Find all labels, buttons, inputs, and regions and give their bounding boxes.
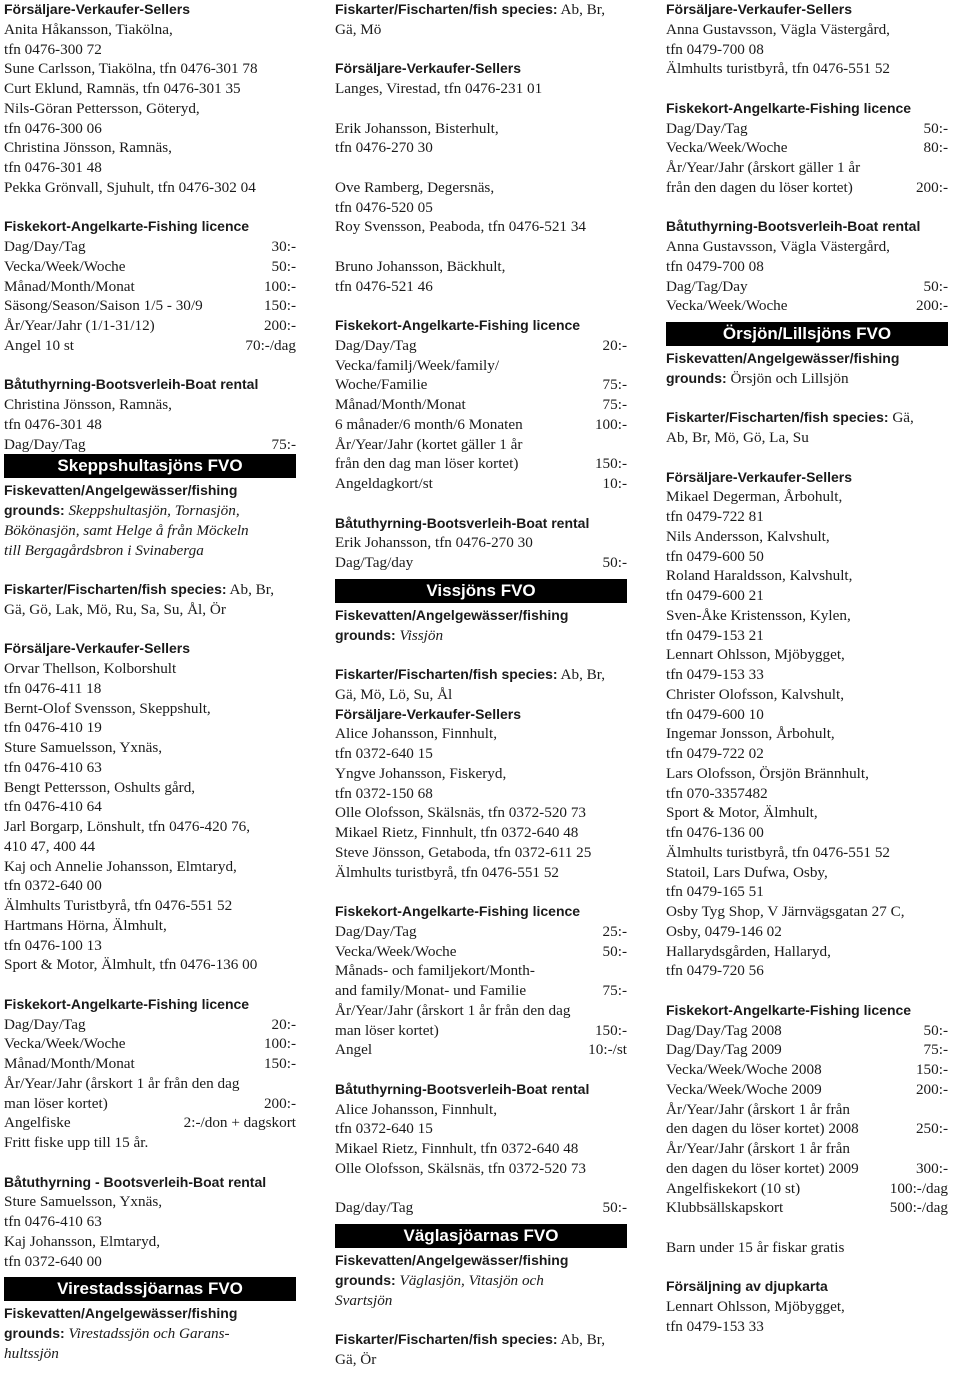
price-row bbox=[666, 1080, 948, 1100]
seller-line: Hartmans Hörna, Älmhult, bbox=[4, 916, 167, 934]
price-label: Vecka/familj/Week/family/ bbox=[335, 356, 500, 374]
price-row bbox=[335, 922, 627, 942]
seller-line: tfn 0479-600 10 bbox=[666, 705, 764, 723]
price-label: Vecka/Week/Woche bbox=[666, 297, 788, 315]
price-value: 80:- bbox=[923, 139, 948, 157]
waters-value: Virestadssjön och Garans- bbox=[64, 1325, 230, 1342]
seller-line: Lars Olofsson, Örsjön Brännhult, bbox=[666, 764, 869, 782]
seller-line: tfn 0476-410 63 bbox=[4, 758, 102, 776]
licence-title: Fiskekort-Angelkarte-Fishing licence bbox=[4, 218, 250, 235]
species-line: Gä, Mö bbox=[335, 20, 382, 38]
waters-label: grounds: bbox=[335, 1271, 396, 1288]
seller-line: tfn 0476-300 72 bbox=[4, 40, 102, 58]
seller-line: Älmhults Turistbyrå, tfn 0476-551 52 bbox=[4, 897, 233, 914]
price-label: Angelfiskekort (10 st) bbox=[666, 1179, 801, 1197]
seller-line: tfn 0479-600 21 bbox=[666, 587, 764, 604]
price-row bbox=[335, 1021, 627, 1041]
price-value: 20:- bbox=[271, 1015, 296, 1033]
waters-title: Fiskevatten/Angelgewässer/fishing bbox=[4, 1305, 238, 1322]
boat-title: Båtuthyrning-Bootsverleih-Boat rental bbox=[335, 1080, 590, 1097]
price-row bbox=[4, 1015, 296, 1035]
seller-line: Olle Olofsson, Skälsnäs, tfn 0372-520 73 bbox=[335, 804, 587, 822]
price-row bbox=[666, 1179, 948, 1199]
species-value: Ab, Br, bbox=[557, 1331, 606, 1348]
price-label: Vecka/Week/Woche bbox=[335, 942, 457, 960]
price-row bbox=[666, 277, 948, 297]
price-row bbox=[666, 178, 948, 198]
seller-line: Curt Eklund, Ramnäs, tfn 0476-301 35 bbox=[4, 80, 241, 97]
seller-line: Yngve Johansson, Fiskeryd, bbox=[335, 764, 507, 782]
price-value: 300:- bbox=[915, 1159, 948, 1177]
price-value: 150:- bbox=[263, 1055, 296, 1072]
price-row bbox=[335, 1040, 627, 1060]
price-row bbox=[666, 1119, 948, 1139]
boat-title: Båtuthyrning-Bootsverleih-Boat rental bbox=[335, 514, 590, 531]
price-row bbox=[4, 1054, 296, 1074]
price-row bbox=[335, 454, 627, 474]
price-label: Månads- och familjekort/Month- bbox=[335, 962, 535, 980]
price-value: 50:- bbox=[923, 277, 948, 295]
boat-line: tfn 0372-640 15 bbox=[335, 1120, 433, 1138]
price-label: and family/Monat- und Familie bbox=[335, 982, 527, 999]
price-value: 50:- bbox=[602, 1199, 627, 1217]
waters-line: Svartsjön bbox=[335, 1291, 393, 1309]
price-row bbox=[4, 1074, 296, 1094]
boat-title: Båtuthyrning-Bootsverleih-Boat rental bbox=[666, 218, 921, 235]
seller-line: tfn 0479-165 51 bbox=[666, 883, 764, 901]
species-label: Fiskarter/Fischarten/fish species: bbox=[666, 409, 889, 426]
boat-title: Båtuthyrning-Bootsverleih-Boat rental bbox=[4, 376, 259, 393]
boat-line: tfn 0479-700 08 bbox=[666, 257, 764, 275]
price-label: Dag/Day/Tag bbox=[4, 435, 86, 453]
price-label: År/Year/Jahr (årskort 1 år från bbox=[666, 1140, 851, 1157]
price-value: 150:- bbox=[263, 297, 296, 315]
maps-line: tfn 0479-153 33 bbox=[666, 1317, 764, 1335]
price-value: 20:- bbox=[602, 336, 627, 354]
species-value: Ab, Br, bbox=[557, 666, 606, 683]
seller-line: Sport & Motor, Älmhult, bbox=[666, 804, 818, 822]
price-label: Dag/Tag/Day bbox=[666, 277, 748, 295]
price-label: Dag/Tag/day bbox=[335, 554, 414, 571]
price-value: 30:- bbox=[271, 238, 296, 255]
seller-line: tfn 0372-640 15 bbox=[335, 745, 433, 762]
price-label: Dag/Day/Tag 2009 bbox=[666, 1041, 782, 1059]
price-label: man löser kortet) bbox=[4, 1094, 108, 1112]
waters-label: grounds: bbox=[666, 369, 727, 386]
price-value: 150:- bbox=[594, 455, 627, 473]
seller-line: 410 47, 400 44 bbox=[4, 837, 96, 855]
price-value: 75:- bbox=[602, 982, 627, 999]
section-banner: Virestadssjöarnas FVO bbox=[4, 1277, 296, 1301]
boat-line: Sture Samuelsson, Yxnäs, bbox=[4, 1193, 163, 1211]
price-row bbox=[4, 336, 296, 356]
seller-line: tfn 0476-301 48 bbox=[4, 159, 102, 176]
price-value: 75:- bbox=[602, 376, 627, 394]
seller-line: tfn 0476-270 30 bbox=[335, 139, 433, 157]
waters-label: grounds: bbox=[4, 1325, 65, 1341]
waters-line bbox=[4, 1324, 296, 1344]
price-value: 200:- bbox=[263, 317, 296, 334]
section-banner: Skeppshultasjöns FVO bbox=[4, 454, 296, 478]
waters-title: Fiskevatten/Angelgewässer/fishing bbox=[335, 606, 569, 623]
price-value: 75:- bbox=[602, 396, 627, 413]
boat-line: Anna Gustavsson, Vägla Västergård, bbox=[666, 238, 890, 255]
seller-line: tfn 0476-410 64 bbox=[4, 798, 102, 816]
seller-line: Älmhults turistbyrå, tfn 0476-551 52 bbox=[335, 863, 560, 881]
waters-title: Fiskevatten/Angelgewässer/fishing bbox=[666, 350, 900, 366]
seller-line: Bengt Pettersson, Oshults gård, bbox=[4, 778, 196, 796]
seller-line: Roy Svensson, Peaboda, tfn 0476-521 34 bbox=[335, 218, 587, 236]
seller-line: tfn 0476-411 18 bbox=[4, 679, 102, 697]
species-line bbox=[666, 408, 948, 428]
price-row bbox=[335, 415, 627, 435]
price-label: Vecka/Week/Woche 2008 bbox=[666, 1061, 822, 1078]
price-row bbox=[4, 1094, 296, 1114]
seller-line: Mikael Degerman, Årbohult, bbox=[666, 488, 843, 506]
price-value: 100:-/dag bbox=[889, 1179, 948, 1197]
seller-line: Orvar Thellson, Kolborshult bbox=[4, 660, 177, 677]
price-label: Dag/Day/Tag bbox=[4, 238, 86, 255]
price-value: 200:- bbox=[915, 1080, 948, 1098]
waters-line: Bökönasjön, samt Helge å från Möckeln bbox=[4, 521, 249, 539]
boat-line: Erik Johansson, tfn 0476-270 30 bbox=[335, 534, 533, 552]
price-row bbox=[666, 1198, 948, 1218]
price-value: 75:- bbox=[923, 1041, 948, 1059]
price-value: 75:- bbox=[271, 435, 296, 453]
seller-line: Osby Tyg Shop, V Järnvägsgatan 27 C, bbox=[666, 903, 905, 920]
price-label: Vecka/Week/Woche bbox=[4, 257, 126, 275]
waters-line: hultssjön bbox=[4, 1344, 59, 1362]
section-banner: Vissjöns FVO bbox=[335, 579, 627, 603]
price-row bbox=[4, 277, 296, 297]
seller-line: Anna Gustavsson, Vägla Västergård, bbox=[666, 20, 890, 38]
boat-line: tfn 0372-640 00 bbox=[4, 1252, 102, 1270]
species-label: Fiskarter/Fischarten/fish species: bbox=[335, 1331, 558, 1347]
price-label: från den dagen du löser kortet) bbox=[666, 178, 853, 196]
boat-title: Båtuthyrning - Bootsverleih-Boat rental bbox=[4, 1173, 267, 1190]
seller-line: Statoil, Lars Dufwa, Osby, bbox=[666, 863, 828, 881]
sellers-title: Försäljare-Verkaufer-Sellers bbox=[335, 705, 521, 722]
section-banner: Örsjön/Lillsjöns FVO bbox=[666, 322, 948, 346]
price-value: 50:- bbox=[271, 257, 296, 275]
seller-line: tfn 0479-600 50 bbox=[666, 547, 764, 565]
price-label: Angel bbox=[335, 1041, 373, 1059]
price-row bbox=[4, 237, 296, 257]
seller-line: tfn 0476-136 00 bbox=[666, 824, 764, 841]
price-label: från den dag man löser kortet) bbox=[335, 455, 519, 473]
price-row bbox=[4, 1133, 296, 1153]
column-3 bbox=[666, 0, 948, 1337]
boat-line: Alice Johansson, Finnhult, bbox=[335, 1100, 497, 1118]
seller-line: Älmhults turistbyrå, tfn 0476-551 52 bbox=[666, 60, 891, 78]
price-label: Dag/Day/Tag bbox=[4, 1015, 86, 1033]
seller-line: Lennart Ohlsson, Mjöbygget, bbox=[666, 646, 845, 664]
seller-line: Sport & Motor, Älmhult, tfn 0476-136 00 bbox=[4, 956, 258, 974]
price-value: 50:- bbox=[923, 1021, 948, 1039]
price-label: Månad/Month/Monat bbox=[335, 396, 466, 413]
price-label: Vecka/Week/Woche bbox=[666, 139, 788, 157]
price-value: 150:- bbox=[915, 1061, 948, 1078]
seller-line: tfn 0372-150 68 bbox=[335, 784, 433, 802]
column-1 bbox=[4, 0, 296, 1364]
seller-line: Bernt-Olof Svensson, Skeppshult, bbox=[4, 699, 211, 717]
price-row bbox=[666, 138, 948, 158]
seller-line: Ingemar Jonsson, Årbohult, bbox=[666, 725, 835, 743]
seller-line: Sture Samuelsson, Yxnäs, bbox=[4, 739, 163, 756]
boat-line: tfn 0476-410 63 bbox=[4, 1213, 102, 1230]
price-value: 2:-/don + dagskort bbox=[183, 1114, 296, 1132]
price-label: 6 månader/6 month/6 Monaten bbox=[335, 415, 523, 433]
waters-value: Örsjön och Lillsjön bbox=[726, 369, 849, 387]
seller-line: tfn 0372-640 00 bbox=[4, 877, 102, 895]
licence-title: Fiskekort-Angelkarte-Fishing licence bbox=[335, 317, 581, 333]
seller-line: tfn 0479-153 21 bbox=[666, 626, 764, 644]
price-value: 200:- bbox=[915, 178, 948, 196]
price-label: År/Year/Jahr (årskort gäller 1 år bbox=[666, 159, 861, 176]
maps-title: Försäljning av djupkarta bbox=[666, 1278, 828, 1295]
price-value: 10:-/st bbox=[588, 1041, 627, 1059]
species-value: Ab, Br, bbox=[557, 1, 606, 18]
price-label: Fritt fiske upp till 15 år. bbox=[4, 1134, 149, 1151]
seller-line: tfn 0479-700 08 bbox=[666, 40, 764, 58]
seller-line: Nils Andersson, Kalvshult, bbox=[666, 527, 830, 545]
seller-line: tfn 0479-722 02 bbox=[666, 745, 764, 762]
boat-line: tfn 0476-301 48 bbox=[4, 415, 102, 433]
price-row bbox=[335, 1001, 627, 1021]
species-line: Ab, Br, Mö, Gö, La, Su bbox=[666, 429, 809, 446]
licence-title: Fiskekort-Angelkarte-Fishing licence bbox=[335, 903, 581, 919]
seller-line: Erik Johansson, Bisterhult, bbox=[335, 119, 499, 137]
waters-title: Fiskevatten/Angelgewässer/fishing bbox=[4, 482, 238, 499]
price-value: 50:- bbox=[923, 119, 948, 137]
seller-line: tfn 0476-520 05 bbox=[335, 198, 433, 216]
price-row bbox=[335, 336, 627, 356]
seller-line: tfn 0479-153 33 bbox=[666, 666, 764, 683]
price-value: 200:- bbox=[263, 1094, 296, 1112]
sellers-title: Försäljare-Verkaufer-Sellers bbox=[666, 1, 852, 17]
price-row bbox=[4, 257, 296, 277]
price-value: 150:- bbox=[594, 1021, 627, 1039]
price-value: 70:-/dag bbox=[245, 336, 296, 354]
seller-line: Steve Jönsson, Getaboda, tfn 0372-611 25 bbox=[335, 843, 592, 861]
seller-line: Ove Ramberg, Degersnäs, bbox=[335, 178, 495, 196]
sellers-title: Försäljare-Verkaufer-Sellers bbox=[4, 640, 190, 657]
price-row bbox=[335, 553, 627, 573]
price-row bbox=[335, 356, 627, 376]
waters-label: grounds: bbox=[4, 502, 65, 518]
price-label: Dag/Day/Tag 2008 bbox=[666, 1021, 782, 1039]
seller-line: Christer Olofsson, Kalvshult, bbox=[666, 685, 845, 703]
seller-line: Anita Håkansson, Tiakölna, bbox=[4, 20, 173, 38]
waters-title: Fiskevatten/Angelgewässer/fishing bbox=[335, 1252, 569, 1268]
seller-line: tfn 070-3357482 bbox=[666, 784, 768, 802]
sellers-title: Försäljare-Verkaufer-Sellers bbox=[335, 60, 521, 77]
price-row bbox=[666, 296, 948, 316]
seller-line: Hallarydsgården, Hallaryd, bbox=[666, 942, 831, 960]
species-label: Fiskarter/Fischarten/fish species: bbox=[4, 581, 227, 597]
seller-line: Osby, 0479-146 02 bbox=[666, 922, 782, 940]
price-label: Angel 10 st bbox=[4, 336, 75, 354]
price-label: Dag/Day/Tag bbox=[335, 336, 417, 354]
seller-line: Mikael Rietz, Finnhult, tfn 0372-640 48 bbox=[335, 824, 579, 841]
species-value: Ab, Br, bbox=[226, 581, 275, 598]
price-row bbox=[666, 119, 948, 139]
price-row bbox=[335, 942, 627, 962]
section-banner: Väglasjöarnas FVO bbox=[335, 1224, 627, 1248]
species-label: Fiskarter/Fischarten/fish species: bbox=[335, 1, 558, 17]
price-value: 100:- bbox=[263, 277, 296, 295]
price-value: 10:- bbox=[602, 475, 627, 492]
species-label: Fiskarter/Fischarten/fish species: bbox=[335, 666, 558, 682]
price-label: Dag/Day/Tag bbox=[666, 119, 748, 137]
price-value: 25:- bbox=[602, 922, 627, 940]
price-row bbox=[335, 395, 627, 415]
price-row bbox=[4, 435, 296, 455]
seller-line: Langes, Virestad, tfn 0476-231 01 bbox=[335, 80, 543, 97]
licence-title: Fiskekort-Angelkarte-Fishing licence bbox=[666, 1001, 912, 1018]
price-label: År/Year/Jahr (kortet gäller 1 år bbox=[335, 435, 523, 453]
licence-title: Fiskekort-Angelkarte-Fishing licence bbox=[666, 99, 912, 116]
price-value: 500:-/dag bbox=[889, 1199, 948, 1217]
price-label: man löser kortet) bbox=[335, 1021, 439, 1039]
waters-value: Väglasjön, Vitasjön och bbox=[395, 1271, 544, 1289]
price-value: 100:- bbox=[594, 415, 627, 433]
price-label: Dag/Day/Tag bbox=[335, 922, 417, 940]
seller-line: tfn 0476-100 13 bbox=[4, 936, 102, 954]
price-label: År/Year/Jahr (årskort 1 år från den dag bbox=[335, 1001, 571, 1019]
seller-line: Älmhults turistbyrå, tfn 0476-551 52 bbox=[666, 843, 891, 861]
waters-line bbox=[4, 501, 296, 521]
price-row bbox=[4, 1034, 296, 1054]
seller-line: Alice Johansson, Finnhult, bbox=[335, 725, 497, 743]
sellers-title: Försäljare-Verkaufer-Sellers bbox=[666, 468, 852, 485]
price-label: År/Year/Jahr (årskort 1 år från den dag bbox=[4, 1074, 240, 1092]
species-line: Gä, Ör bbox=[335, 1350, 377, 1368]
price-row bbox=[335, 981, 627, 1001]
waters-value: Vissjön bbox=[395, 626, 444, 644]
seller-line: Roland Haraldsson, Kalvshult, bbox=[666, 567, 853, 585]
price-row bbox=[335, 375, 627, 395]
price-label: År/Year/Jahr (årskort 1 år från bbox=[666, 1100, 851, 1118]
price-row bbox=[4, 1113, 296, 1133]
price-value: 50:- bbox=[602, 554, 627, 571]
price-row bbox=[335, 961, 627, 981]
species-line: Gä, Mö, Lö, Su, Ål bbox=[335, 685, 453, 703]
price-label: Vecka/Week/Woche bbox=[4, 1035, 126, 1053]
seller-line: Bruno Johansson, Bäckhult, bbox=[335, 257, 506, 275]
maps-line: Lennart Ohlsson, Mjöbygget, bbox=[666, 1298, 845, 1315]
species-line bbox=[335, 0, 627, 20]
price-label: Dag/day/Tag bbox=[335, 1199, 414, 1217]
price-label: Månad/Month/Monat bbox=[4, 277, 135, 295]
price-row bbox=[4, 296, 296, 316]
seller-line: Pekka Grönvall, Sjuhult, tfn 0476-302 04 bbox=[4, 178, 256, 196]
price-row bbox=[666, 1159, 948, 1179]
price-row bbox=[666, 1060, 948, 1080]
price-row bbox=[335, 1198, 627, 1218]
waters-line bbox=[335, 626, 627, 646]
seller-line: Sune Carlsson, Tiakölna, tfn 0476-301 78 bbox=[4, 60, 258, 78]
seller-line: tfn 0476-300 06 bbox=[4, 119, 102, 137]
price-value: 200:- bbox=[915, 297, 948, 315]
seller-line: Sven-Åke Kristensson, Kylen, bbox=[666, 606, 851, 624]
seller-line: Kaj och Annelie Johansson, Elmtaryd, bbox=[4, 857, 237, 875]
seller-line: tfn 0476-410 19 bbox=[4, 719, 102, 737]
kids-note: Barn under 15 år fiskar gratis bbox=[666, 1238, 845, 1256]
seller-line: tfn 0479-722 81 bbox=[666, 508, 764, 525]
price-value: 100:- bbox=[263, 1035, 296, 1053]
price-row bbox=[4, 316, 296, 336]
price-row bbox=[666, 1100, 948, 1120]
boat-line: Kaj Johansson, Elmtaryd, bbox=[4, 1232, 161, 1250]
price-label: Säsong/Season/Saison 1/5 - 30/9 bbox=[4, 297, 203, 315]
licence-title: Fiskekort-Angelkarte-Fishing licence bbox=[4, 995, 250, 1012]
species-line bbox=[335, 665, 627, 685]
boat-line: Mikael Rietz, Finnhult, tfn 0372-640 48 bbox=[335, 1140, 579, 1157]
price-label: Vecka/Week/Woche 2009 bbox=[666, 1080, 822, 1098]
price-value: 250:- bbox=[915, 1120, 948, 1138]
waters-line bbox=[666, 369, 948, 389]
species-line: Gä, Gö, Lak, Mö, Ru, Sa, Su, Ål, Ör bbox=[4, 600, 226, 618]
section-title: Försäljare-Verkaufer-Sellers bbox=[4, 1, 190, 17]
species-value: Gä, bbox=[888, 409, 914, 427]
boat-line: Olle Olofsson, Skälsnäs, tfn 0372-520 73 bbox=[335, 1159, 587, 1177]
price-label: Månad/Month/Monat bbox=[4, 1055, 135, 1072]
price-row bbox=[666, 1021, 948, 1041]
price-label: År/Year/Jahr (1/1-31/12) bbox=[4, 317, 155, 334]
seller-line: Nils-Göran Pettersson, Göteryd, bbox=[4, 99, 200, 117]
waters-line bbox=[335, 1271, 627, 1291]
price-label: den dagen du löser kortet) 2009 bbox=[666, 1159, 859, 1177]
price-row bbox=[335, 474, 627, 494]
price-label: Angeldagkort/st bbox=[335, 475, 433, 492]
price-row bbox=[666, 1139, 948, 1159]
price-row bbox=[666, 158, 948, 178]
seller-line: Christina Jönsson, Ramnäs, bbox=[4, 139, 172, 157]
column-2 bbox=[335, 0, 627, 1370]
boat-line: Christina Jönsson, Ramnäs, bbox=[4, 396, 172, 413]
waters-value: Skeppshultasjön, Tornasjön, bbox=[64, 502, 240, 519]
waters-line: till Bergagårdsbron i Svinaberga bbox=[4, 541, 204, 559]
species-line bbox=[335, 1330, 627, 1350]
price-label: Woche/Familie bbox=[335, 376, 428, 394]
species-line bbox=[4, 580, 296, 600]
price-value: 50:- bbox=[602, 942, 627, 960]
waters-label: grounds: bbox=[335, 626, 396, 643]
price-row bbox=[335, 435, 627, 455]
seller-line: Jarl Borgarp, Lönshult, tfn 0476-420 76, bbox=[4, 818, 251, 835]
price-row bbox=[666, 1040, 948, 1060]
price-label: Angelfiske bbox=[4, 1114, 71, 1132]
seller-line: tfn 0476-521 46 bbox=[335, 277, 433, 295]
seller-line: tfn 0479-720 56 bbox=[666, 962, 764, 980]
price-label: den dagen du löser kortet) 2008 bbox=[666, 1120, 859, 1138]
price-label: Klubbsällskapskort bbox=[666, 1199, 784, 1217]
